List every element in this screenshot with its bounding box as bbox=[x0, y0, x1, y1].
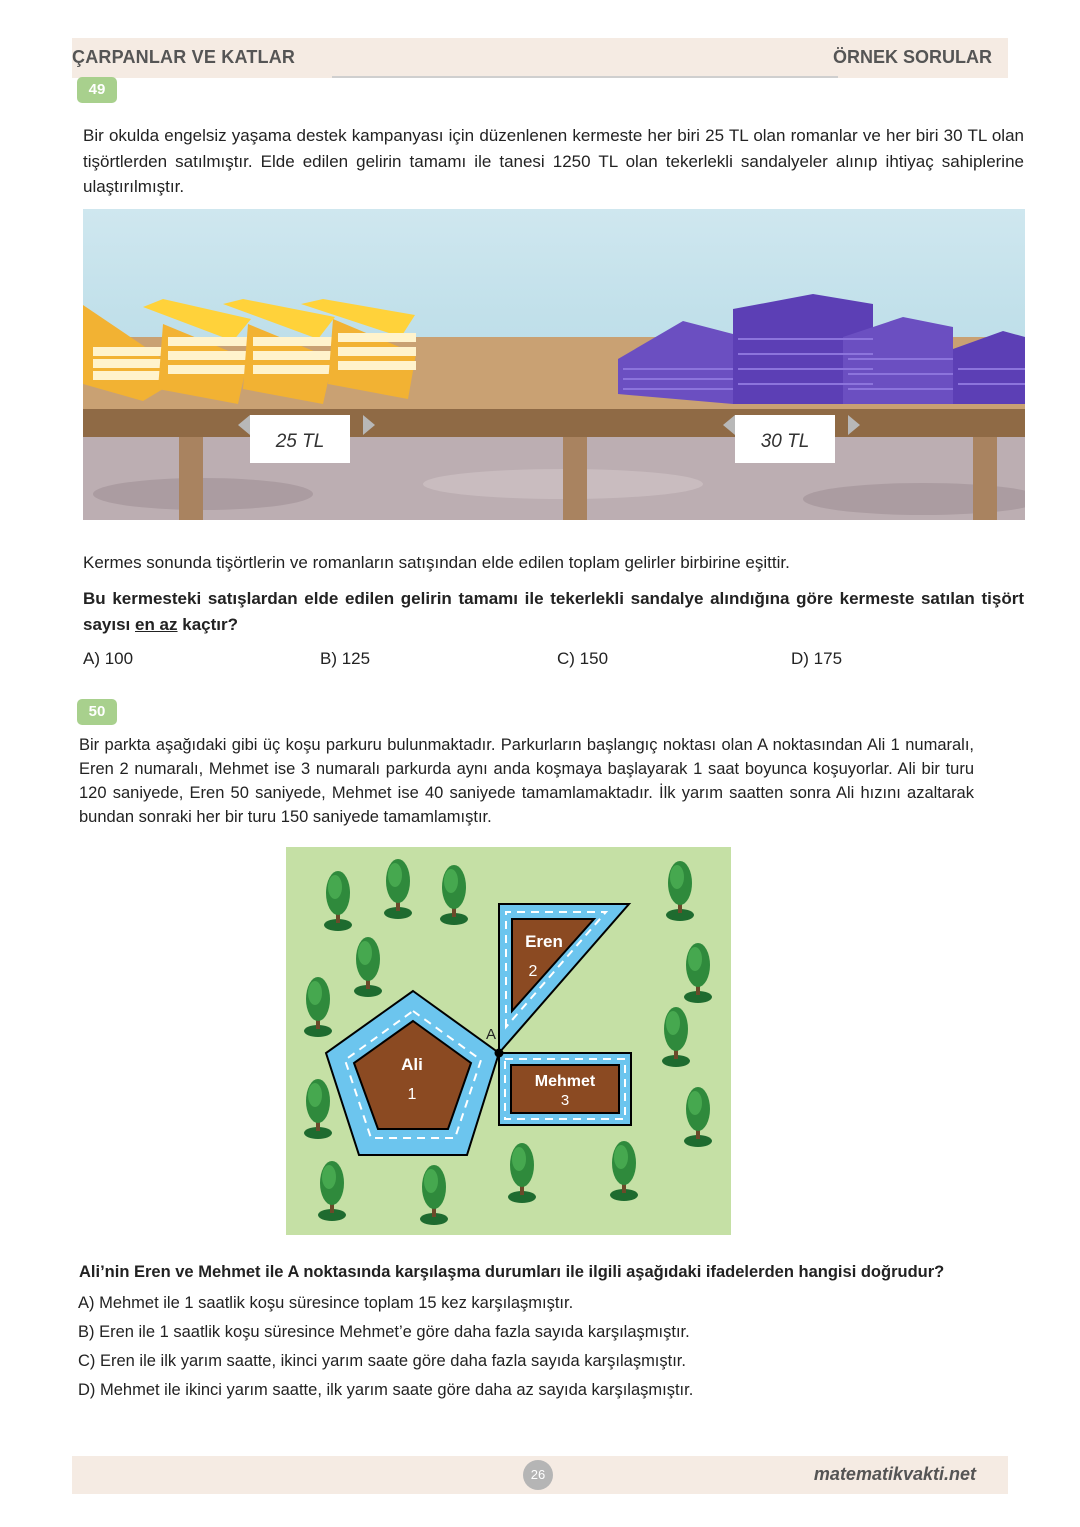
q49-option-c[interactable]: C) 150 bbox=[557, 649, 609, 668]
ali-label: Ali bbox=[401, 1055, 423, 1074]
question-number-badge: 49 bbox=[77, 77, 117, 103]
ali-number: 1 bbox=[407, 1086, 417, 1103]
eren-label: Eren bbox=[525, 932, 563, 951]
park-tracks-diagram bbox=[286, 847, 731, 1235]
point-a-label: A bbox=[485, 1026, 497, 1043]
mehmet-track bbox=[499, 1053, 631, 1125]
page-header bbox=[72, 38, 1008, 78]
q49-option-b[interactable]: B) 125 bbox=[320, 649, 371, 668]
kermes-illustration bbox=[83, 209, 1025, 520]
question-number-badge: 50 bbox=[77, 699, 117, 725]
emphasis-en-az: en az bbox=[135, 614, 178, 634]
q50-option-d[interactable]: D) Mehmet ile ikinci yarım saatte, ilk yarım saate göre daha az sayıda karşılaşmıştır. bbox=[78, 1381, 694, 1399]
question-49-prompt: Bu kermesteki satışlardan elde edilen gelirin tamamı ile tekerlekli sandalye alındığına göre kermeste satılan tişört sayısı en az kaçtır? bbox=[83, 589, 1024, 634]
site-name: matematikvakti.net bbox=[813, 1464, 976, 1484]
q50-option-a[interactable]: A) Mehmet ile 1 saatlik koşu süresince toplam 15 kez karşılaşmıştır. bbox=[78, 1294, 574, 1312]
q49-option-a[interactable]: A) 100 bbox=[83, 649, 134, 668]
q50-option-c[interactable]: C) Eren ile ilk yarım saatte, ikinci yarım saate göre daha fazla sayıda karşılaşmıştır. bbox=[78, 1352, 686, 1370]
q50-option-b[interactable]: B) Eren ile 1 saatlik koşu süresince Mehmet’e göre daha fazla sayıda karşılaşmıştır. bbox=[78, 1323, 690, 1341]
q49-option-d[interactable]: D) 175 bbox=[791, 649, 843, 668]
point-a-marker bbox=[495, 1049, 504, 1058]
mehmet-label: Mehmet bbox=[534, 1073, 596, 1090]
page-number: 26 bbox=[523, 1460, 553, 1490]
mehmet-number: 3 bbox=[560, 1092, 570, 1109]
question-49-text: Bir okulda engelsiz yaşama destek kampanyası için düzenlenen kermeste her biri 25 TL olan romanlar ve her biri 30 TL olan tişörtlerden satılmıştır. Elde edilen gelirin tamamı ile tanesi 1250 TL olan tekerlekli sandalyeler alınıp ihtiyaç sahiplerine ulaştırılmıştır. bbox=[83, 126, 1024, 196]
eren-number: 2 bbox=[528, 963, 538, 980]
page-footer bbox=[72, 1456, 1008, 1494]
question-50-prompt: Ali’nin Eren ve Mehmet ile A noktasında karşılaşma durumları ile ilgili aşağıdaki ifadelerden hangisi doğrudur? bbox=[79, 1263, 945, 1281]
question-50-text: Bir parkta aşağıdaki gibi üç koşu parkuru bulunmaktadır. Parkurların başlangıç noktası olan A noktasından Ali 1 numaralı, Eren 2 numaralı, Mehmet ise 3 numaralı parkurda aynı anda koşmaya başlayarak 1 saat boyunca koşuyorlar. Ali bir turu 120 saniyede, Eren 50 saniyede, Mehmet ise 40 saniyede tamamlamaktadır. İlk yarım saatten sonra Ali hızını azaltarak bundan sonraki her bir turu 150 saniyede tamamlamıştır. bbox=[79, 736, 974, 826]
price-tag-books-label: 25 TL bbox=[275, 431, 325, 452]
section-title: ÖRNEK SORULAR bbox=[832, 47, 992, 67]
question-49-statement: Kermes sonunda tişörtlerin ve romanların satışından elde edilen toplam gelirler birbirine eşittir. bbox=[83, 553, 790, 572]
chapter-title: ÇARPANLAR VE KATLAR bbox=[72, 47, 296, 67]
price-tag-shirts-label: 30 TL bbox=[760, 431, 810, 452]
header-divider bbox=[332, 76, 838, 78]
